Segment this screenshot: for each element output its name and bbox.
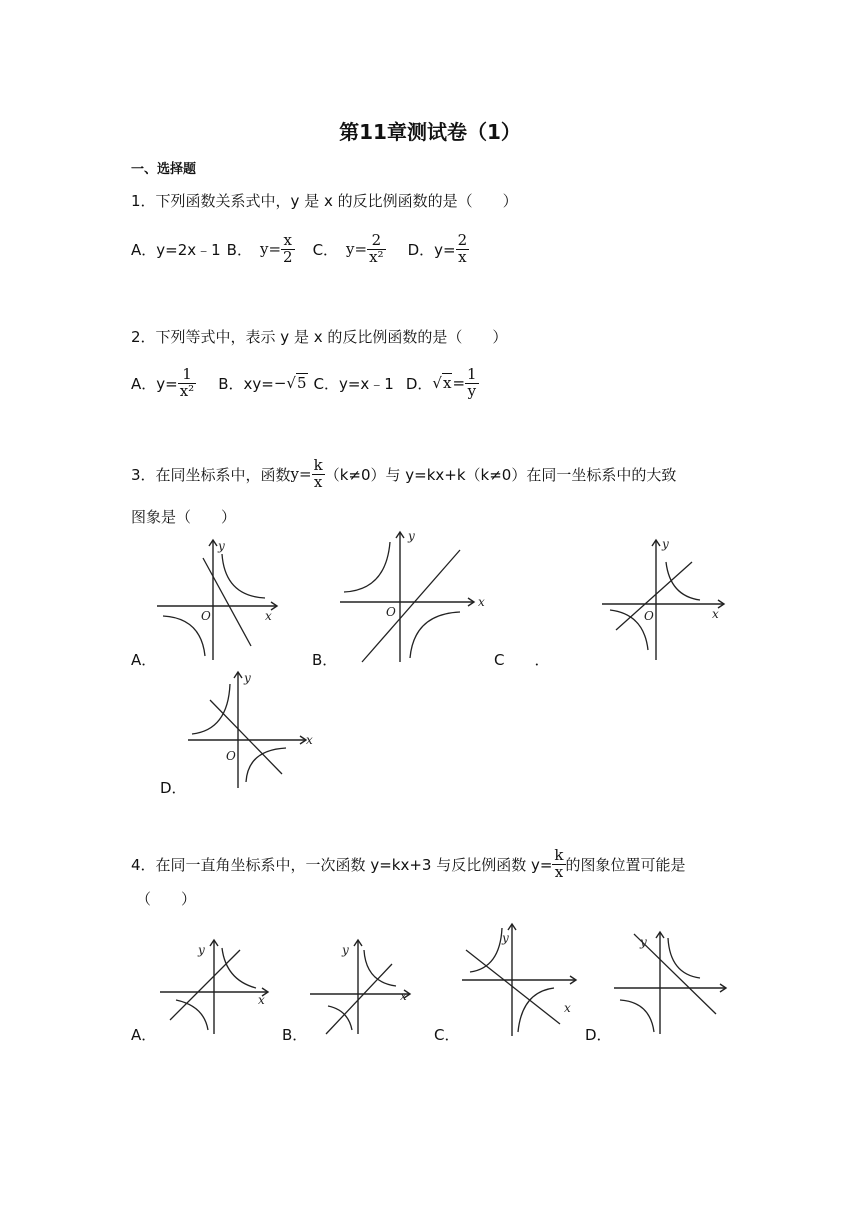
line-graph [634, 934, 716, 1014]
question-2-stem: 2．下列等式中，表示 y 是 x 的反比例函数的是（ ） [131, 328, 508, 346]
q1-c-numerator: 2 [367, 233, 385, 250]
q3-option-a-label: A． [131, 651, 157, 669]
q1-option-d-label: D．y= [407, 240, 456, 259]
question-1-stem: 1．下列函数关系式中，y 是 x 的反比例函数的是（ ） [131, 192, 518, 210]
q2-option-c: C．y=x﹣1 [313, 374, 394, 393]
q1-option-b-fraction [281, 230, 295, 266]
y-axis-label: y [342, 943, 349, 957]
x-axis-label: x [306, 733, 313, 747]
x-axis-label: x [265, 609, 272, 623]
y-axis-label: y [662, 537, 669, 551]
q2-option-a-label: A．y= [131, 374, 178, 393]
q4-graph-d [612, 928, 734, 1036]
x-axis-label: x [400, 989, 407, 1003]
q3-denominator: x [313, 472, 323, 491]
q3-option-b-label: B． [312, 651, 338, 669]
origin-label: O [226, 749, 236, 763]
question-3-stem [131, 452, 676, 496]
q3-graph-b [338, 528, 488, 666]
hyperbola-branch-1 [222, 554, 265, 598]
question-4-stem-line2: （ ） [136, 890, 197, 908]
origin-label: O [644, 609, 654, 623]
q1-option-b-label: B． [226, 240, 252, 259]
q3-graph-a [155, 536, 285, 664]
line-graph [362, 550, 460, 662]
q2-d-radicand: x [442, 374, 452, 392]
q2-b-radicand: 5 [296, 374, 307, 392]
y-axis-label: y [502, 931, 509, 945]
q1-option-d-fraction [456, 230, 470, 266]
q2-a-numerator: 1 [178, 367, 196, 384]
section-heading: 一、选择题 [131, 162, 197, 177]
q4-option-c-label: C． [434, 1026, 460, 1044]
q1-b-numerator: x [281, 233, 295, 250]
hyperbola-branch-2 [610, 610, 648, 650]
page-title: 第11章测试卷（1） [339, 120, 521, 144]
hyperbola-branch-1 [222, 948, 256, 988]
q2-b-minus: − [273, 374, 287, 392]
y-axis-label: y [244, 671, 251, 685]
q1-b-denominator: 2 [283, 247, 293, 266]
y-axis-label: y [218, 539, 225, 553]
q4-option-b-label: B． [282, 1026, 308, 1044]
q1-option-b-lhs: y= [259, 240, 282, 258]
q1-option-c-lhs: y= [346, 240, 368, 258]
hyperbola-branch-2 [176, 1000, 208, 1030]
q1-option-a: A．y=2x﹣1 [131, 240, 221, 259]
hyperbola-branch-1 [192, 684, 230, 734]
hyperbola-branch-2 [410, 612, 460, 658]
q1-d-numerator: 2 [457, 230, 468, 249]
hyperbola-branch-2 [620, 1000, 654, 1032]
y-axis-label: y [408, 529, 415, 543]
y-axis-label: y [640, 935, 647, 949]
q3-fraction [312, 455, 325, 491]
q4-graph-c [460, 920, 582, 1038]
q4-option-a-label: A． [131, 1026, 157, 1044]
q2-d-equals: = [452, 374, 466, 392]
x-axis-label: x [478, 595, 485, 609]
q2-d-numerator: 1 [467, 364, 477, 383]
q2-option-d-sqrt: √x [432, 374, 452, 392]
line-graph [326, 964, 392, 1034]
q3-option-d-label: D． [160, 779, 187, 797]
hyperbola-branch-2 [246, 748, 286, 782]
q4-option-d-label: D． [585, 1026, 612, 1044]
q3-stem-post: （k≠0）与 y=kx+k（k≠0）在同一坐标系中的大致 [324, 465, 677, 484]
q3-numerator: k [313, 455, 323, 474]
hyperbola-branch-1 [364, 950, 396, 986]
q2-option-d-fraction [465, 364, 479, 400]
origin-label: O [386, 605, 396, 619]
line-graph [170, 950, 240, 1020]
q3-frac-lhs: y= [290, 465, 312, 483]
y-axis-label: y [198, 943, 205, 957]
question-3-stem-line2: 图象是（ ） [131, 508, 237, 526]
q2-option-d-label: D． [405, 374, 433, 393]
line-graph [203, 558, 251, 646]
q2-option-a-fraction [178, 364, 196, 400]
origin-label: O [201, 609, 211, 623]
x-axis-label: x [258, 993, 265, 1007]
question-1-options [131, 226, 469, 272]
q4-numerator: k [554, 845, 564, 864]
question-4-stem [131, 842, 686, 886]
question-2-options [131, 360, 479, 406]
hyperbola-branch-2 [163, 616, 205, 656]
q4-graph-b [308, 936, 420, 1036]
q4-stem-post: 的图象位置可能是 [565, 855, 686, 874]
q1-option-c-label: C． [312, 240, 339, 259]
q4-stem-pre: 4．在同一直角坐标系中，一次函数 y=kx+3 与反比例函数 y= [131, 855, 553, 874]
hyperbola-branch-1 [344, 542, 390, 592]
q2-d-denominator: y [467, 381, 477, 400]
q4-fraction [552, 845, 565, 881]
line-graph [466, 950, 560, 1024]
x-axis-label: x [564, 1001, 571, 1015]
line-graph [616, 562, 692, 630]
q3-graph-c [600, 536, 730, 664]
q3-stem-pre: 3．在同坐标系中，函数 [131, 465, 291, 484]
q4-graph-a [158, 936, 280, 1036]
x-axis-label: x [712, 607, 719, 621]
q1-option-c-fraction [367, 230, 385, 266]
q4-denominator: x [554, 862, 564, 881]
q1-d-denominator: x [458, 247, 467, 266]
q2-a-denominator: x² [179, 381, 195, 400]
q2-option-b-label: B．xy= [218, 374, 274, 393]
q3-option-c-label: C ． [494, 651, 550, 669]
q1-c-denominator: x² [369, 247, 384, 266]
q3-graph-d [186, 668, 316, 792]
line-graph [210, 700, 282, 774]
q2-option-b-sqrt: −√5 [273, 374, 307, 392]
